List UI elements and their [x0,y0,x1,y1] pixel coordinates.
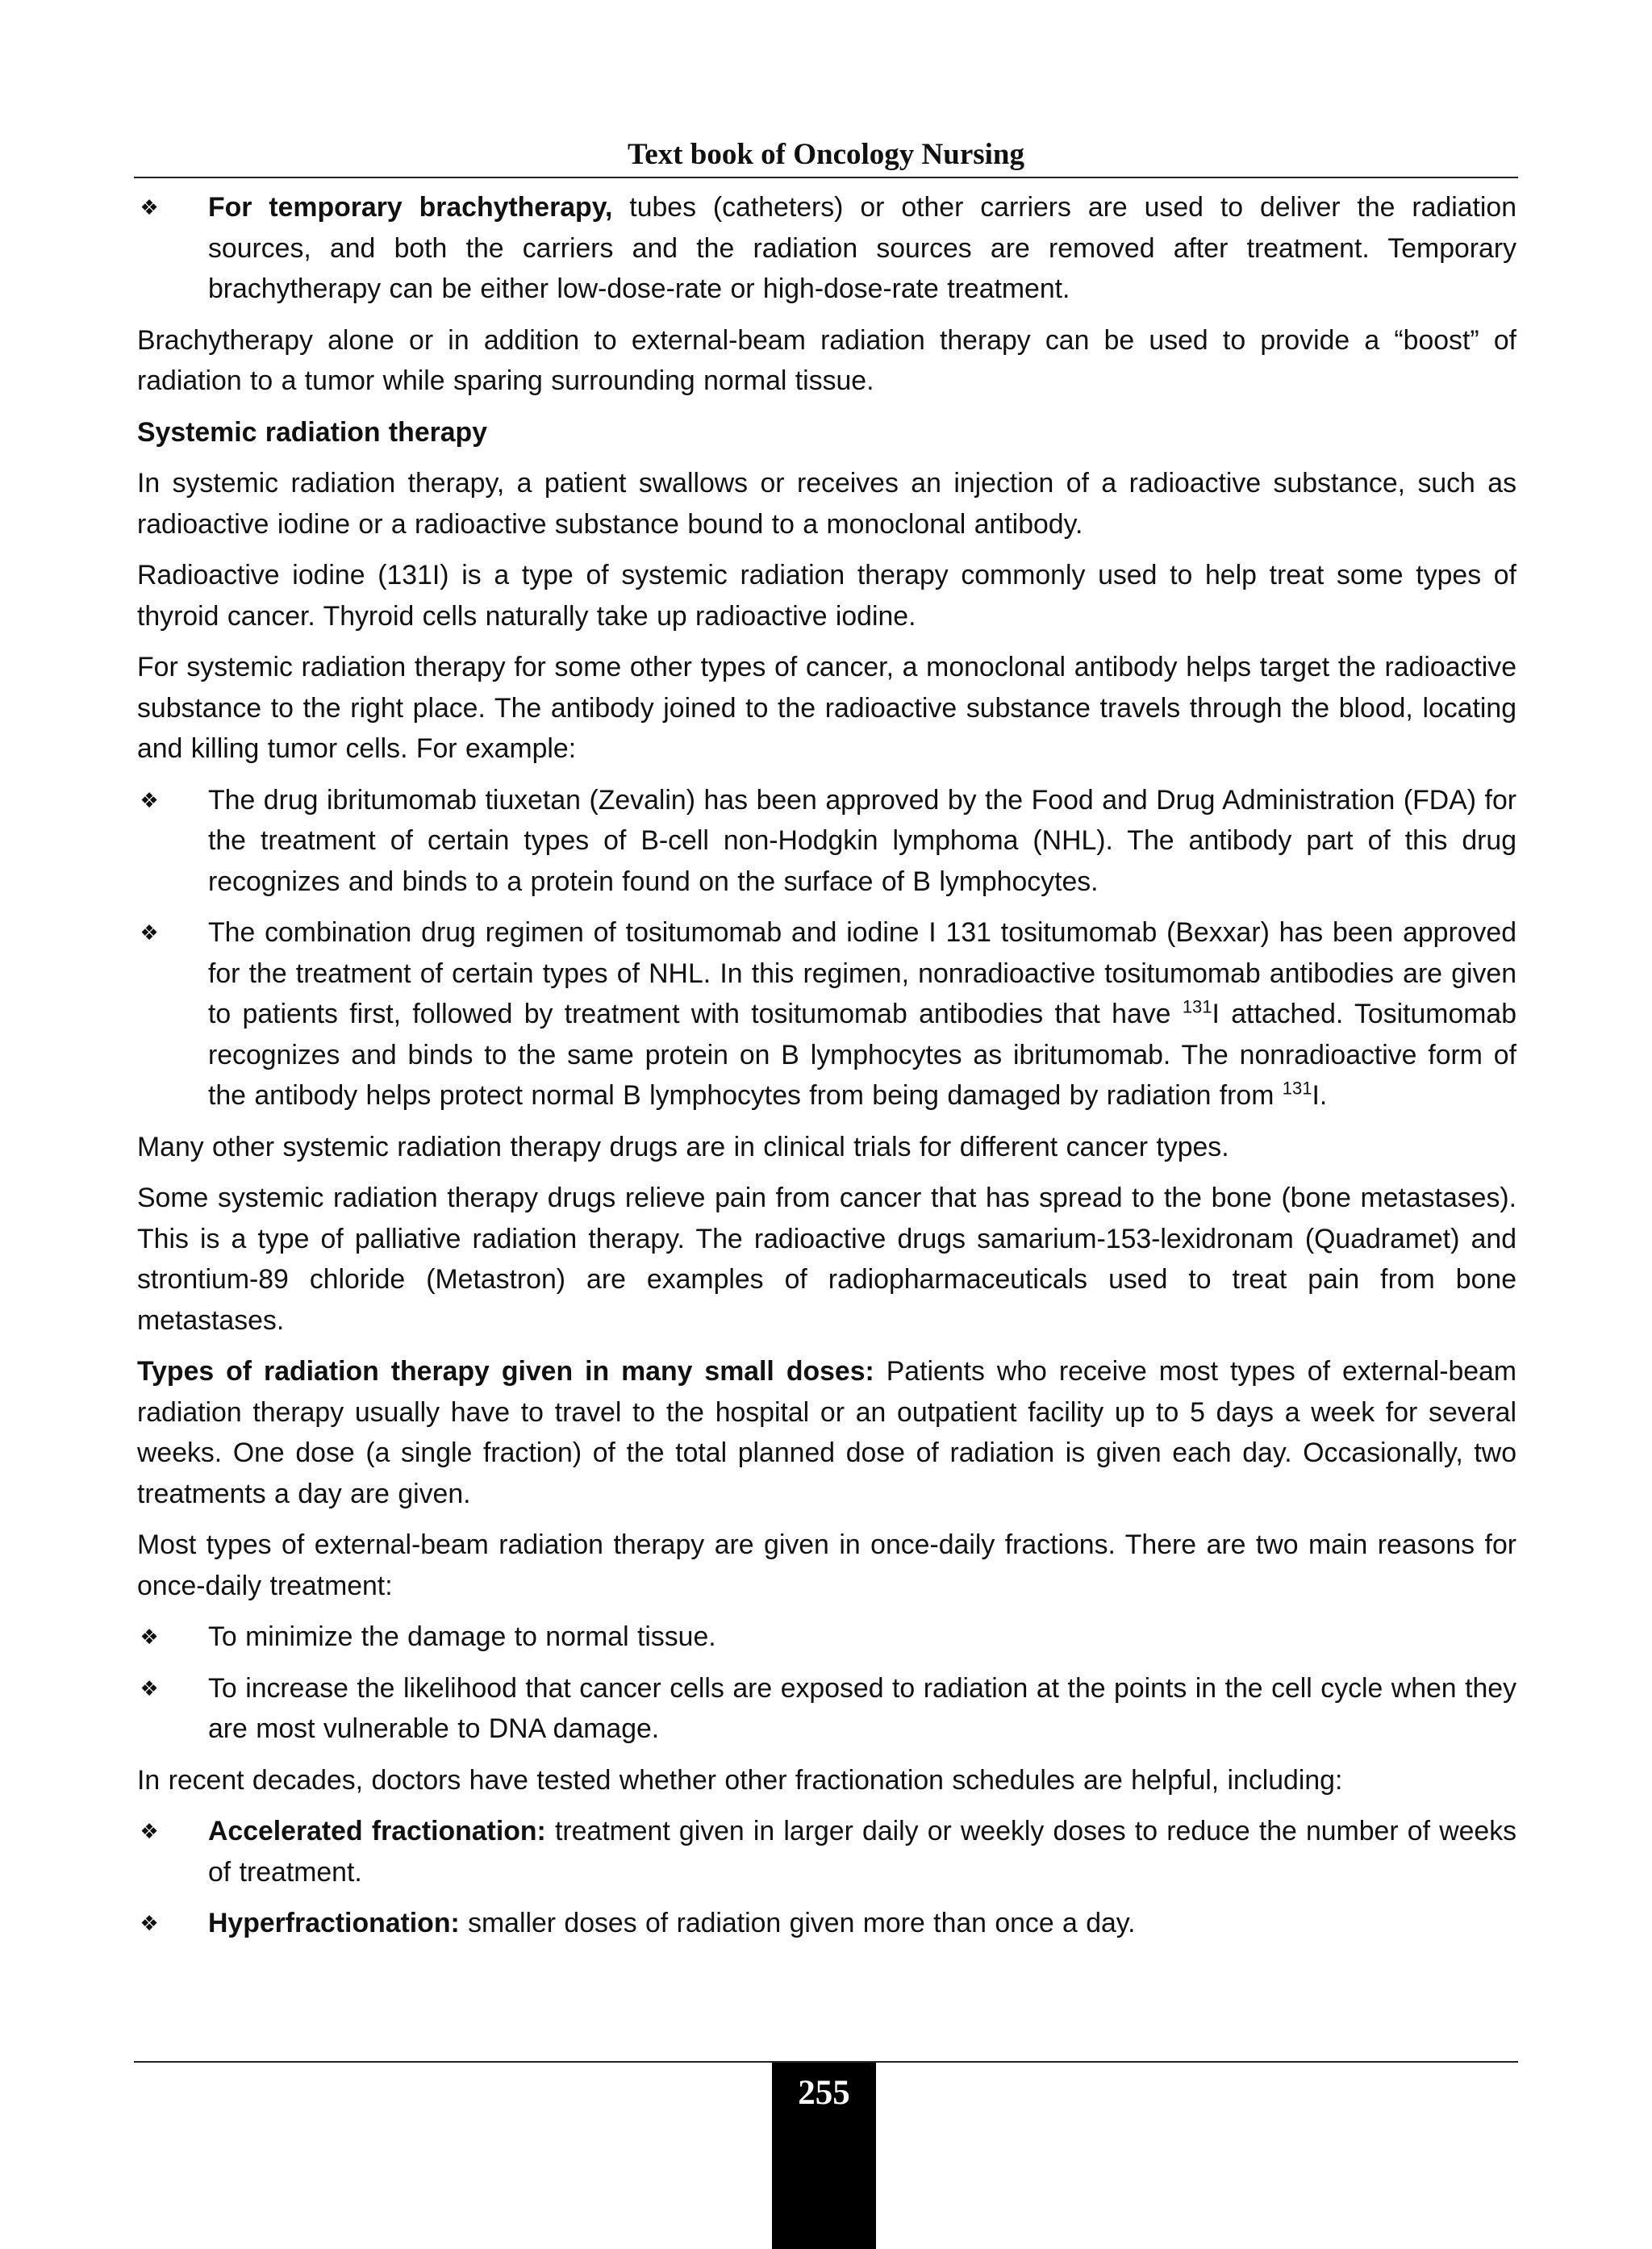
bullet-hyperfractionation [137,1903,1516,1944]
bullet-text-part: I attached. Tositumomab recognizes and binds to the same protein on B lymphocytes as ibritumomab. The nonradioactive form of the antibody helps protect normal B lymphocytes from being damaged by radiation from [208,999,1517,1111]
paragraph-monoclonal-antibody: For systemic radiation therapy for some other types of cancer, a monoclonal antibody helps target the radioactive substance to the right place. The antibody joined to the radioactive substance travels through the blood, locating and killing tumor cells. For example: [137,652,1516,764]
bullet-text: treatment given in larger daily or weekly doses to reduce the number of weeks of treatment. [208,1816,1516,1888]
paragraph-brachytherapy-boost: Brachytherapy alone or in addition to external-beam radiation therapy can be used to provide a “boost” of radiation to a tumor while sparing surrounding normal tissue. [137,324,1516,396]
section-heading-systemic: Systemic radiation therapy [137,416,487,448]
bullet-lead: Hyperfractionation: [208,1908,460,1938]
paragraph-systemic-intro: In systemic radiation therapy, a patient swallows or receives an injection of a radioactive substance, such as radioactive iodine or a radioactive substance bound to a monoclonal antibody. [137,468,1516,540]
diamond-bullet-icon: ❖ [140,1911,159,1935]
paragraph-fractionation-schedules: In recent decades, doctors have tested whether other fractionation schedules are helpful, including: [137,1764,1343,1796]
running-header: Text book of Oncology Nursing [627,138,1025,171]
bullet-text: To increase the likelihood that cancer cells are exposed to radiation at the points in the cell cycle when they are most vulnerable to DNA damage. [208,1672,1516,1744]
page-number-box [772,2063,876,2249]
bullet-text-part: I. [1312,1080,1328,1111]
bullet-minimize-damage [137,1617,1516,1658]
page-body [137,187,1516,1955]
bullet-accelerated-fractionation [137,1811,1516,1892]
header-rule [134,177,1518,178]
page-number: 255 [798,2074,850,2112]
paragraph-small-doses [137,1351,1516,1514]
diamond-bullet-icon: ❖ [140,1675,159,1700]
bullet-temporary-brachytherapy [137,187,1516,310]
bullet-increase-likelihood [137,1668,1516,1750]
paragraph-radioactive-iodine: Radioactive iodine (131I) is a type of systemic radiation therapy commonly used to help treat some types of thyroid cancer. Thyroid cells naturally take up radioactive iodine. [137,560,1516,632]
diamond-bullet-icon: ❖ [140,787,159,812]
diamond-bullet-icon: ❖ [140,195,159,219]
paragraph-lead: Types of radiation therapy given in many small doses: [137,1356,874,1387]
superscript-isotope: 131 [1282,1078,1312,1099]
bullet-bexxar [137,912,1516,1116]
diamond-bullet-icon: ❖ [140,1819,159,1843]
bullet-text: The drug ibritumomab tiuxetan (Zevalin) has been approved by the Food and Drug Administration (FDA) for the treatment of certain types of B-cell non-Hodgkin lymphoma (NHL). The antibody part of this drug recognizes and binds to a protein found on the surface of B lymphocytes. [208,784,1516,897]
paragraph-bone-metastases: Some systemic radiation therapy drugs relieve pain from cancer that has spread to the bone (bone metastases). This is a type of palliative radiation therapy. The radioactive drugs samarium-153-lexidronam (Quadramet) and strontium-89 chloride (Metastron) are examples of radiopharmaceuticals used to treat pain from bone metastases. [137,1183,1516,1336]
paragraph-once-daily: Most types of external-beam radiation therapy are given in once-daily fractions. There are two main reasons for once-daily treatment: [137,1529,1516,1601]
bullet-lead: For temporary brachytherapy, [208,192,613,223]
bullet-text-part: The combination drug regimen of tositumomab and iodine I 131 tositumomab (Bexxar) has been approved for the treatment of certain types of NHL. In this regimen, nonradioactive tositumomab antibodies are given to patients first, followed by treatment with tositumomab antibodies that have [208,917,1516,1029]
bullet-text: tubes (catheters) or other carriers are used to deliver the radiation sources, and both the carriers and the radiation sources are removed after treatment. Temporary brachytherapy can be either low-dose-rate or high-dose-rate treatment. [208,192,1516,304]
paragraph-clinical-trials: Many other systemic radiation therapy drugs are in clinical trials for different cancer types. [137,1131,1229,1162]
bullet-text: smaller doses of radiation given more than once a day. [459,1908,1136,1938]
bullet-zevalin [137,780,1516,903]
bullet-text: To minimize the damage to normal tissue. [208,1621,716,1652]
bullet-lead: Accelerated fractionation: [208,1816,546,1846]
superscript-isotope: 131 [1182,996,1212,1017]
diamond-bullet-icon: ❖ [140,920,159,945]
diamond-bullet-icon: ❖ [140,1625,159,1649]
paragraph-text: Patients who receive most types of external-beam radiation therapy usually have to travel to the hospital or an outpatient facility up to 5 days a week for several weeks. One dose (a single fraction) of the total planned dose of radiation is given each day. Occasionally, two treatments a day are given. [137,1356,1516,1509]
